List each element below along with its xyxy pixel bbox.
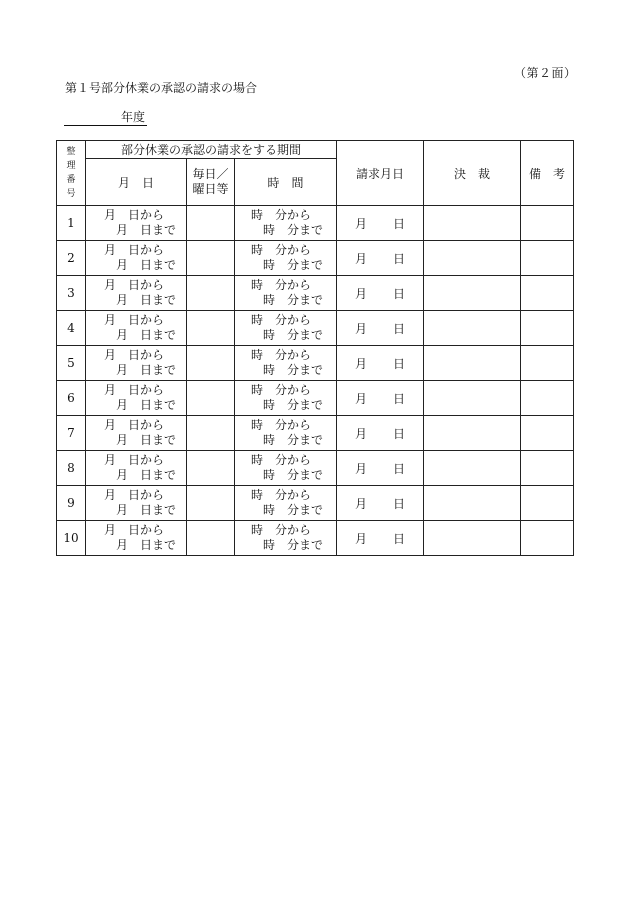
date-to-text: 月 日まで: [116, 468, 177, 482]
request-day-text: 日: [393, 321, 406, 336]
time-range-cell[interactable]: [235, 346, 337, 381]
request-date-cell[interactable]: [337, 276, 424, 311]
time-to-text: 時 分まで: [263, 328, 324, 342]
header-time: 時 間: [235, 159, 337, 206]
date-range-cell[interactable]: [86, 276, 187, 311]
header-daily-line1: 毎日／: [192, 167, 229, 181]
date-to-text: 月 日まで: [116, 363, 177, 377]
date-from-text: 月 日から: [104, 383, 165, 397]
request-date-cell[interactable]: [337, 346, 424, 381]
time-to-text: 時 分まで: [263, 468, 324, 482]
time-from-text: 時 分から: [251, 313, 312, 327]
request-month-text: 月: [355, 426, 368, 441]
date-from-text: 月 日から: [104, 453, 165, 467]
row-number: 6: [57, 381, 86, 416]
daily-weekday-cell[interactable]: [187, 451, 235, 486]
date-from-text: 月 日から: [104, 523, 165, 537]
date-range-cell[interactable]: [86, 416, 187, 451]
row-number: 1: [57, 206, 86, 241]
decision-cell[interactable]: [424, 521, 521, 556]
request-day-text: 日: [393, 391, 406, 406]
remarks-cell[interactable]: [521, 311, 574, 346]
date-range-cell[interactable]: [86, 206, 187, 241]
daily-weekday-cell[interactable]: [187, 311, 235, 346]
request-day-text: 日: [393, 251, 406, 266]
request-day-text: 日: [393, 496, 406, 511]
request-date-cell[interactable]: [337, 451, 424, 486]
time-from-text: 時 分から: [251, 453, 312, 467]
date-range-cell[interactable]: [86, 486, 187, 521]
daily-weekday-cell[interactable]: [187, 521, 235, 556]
daily-weekday-cell[interactable]: [187, 486, 235, 521]
header-number-char: 整: [66, 147, 76, 157]
date-from-text: 月 日から: [104, 313, 165, 327]
table-row: [57, 241, 574, 276]
date-from-text: 月 日から: [104, 488, 165, 502]
request-day-text: 日: [393, 461, 406, 476]
table-row: [57, 381, 574, 416]
request-day-text: 日: [393, 216, 406, 231]
date-to-text: 月 日まで: [116, 328, 177, 342]
request-day-text: 日: [393, 531, 406, 546]
request-month-text: 月: [355, 461, 368, 476]
request-month-text: 月: [355, 251, 368, 266]
remarks-cell[interactable]: [521, 241, 574, 276]
time-from-text: 時 分から: [251, 278, 312, 292]
table-row: [57, 486, 574, 521]
request-day-text: 日: [393, 286, 406, 301]
request-month-text: 月: [355, 321, 368, 336]
time-to-text: 時 分まで: [263, 538, 324, 552]
date-to-text: 月 日まで: [116, 258, 177, 272]
request-date-cell[interactable]: [337, 486, 424, 521]
time-from-text: 時 分から: [251, 243, 312, 257]
request-month-text: 月: [355, 496, 368, 511]
time-range-cell[interactable]: [235, 381, 337, 416]
request-day-text: 日: [393, 356, 406, 371]
time-range-cell[interactable]: [235, 311, 337, 346]
partial-leave-request-table: [56, 140, 574, 556]
remarks-cell[interactable]: [521, 451, 574, 486]
page-number-label: （第２面）: [514, 66, 577, 80]
date-to-text: 月 日まで: [116, 398, 177, 412]
table-row: [57, 521, 574, 556]
date-from-text: 月 日から: [104, 348, 165, 362]
request-date-cell[interactable]: [337, 311, 424, 346]
remarks-cell[interactable]: [521, 486, 574, 521]
request-month-text: 月: [355, 286, 368, 301]
table-row: [57, 451, 574, 486]
daily-weekday-cell[interactable]: [187, 241, 235, 276]
header-decision: 決 裁: [424, 141, 521, 206]
time-to-text: 時 分まで: [263, 223, 324, 237]
header-reference-number: [57, 141, 86, 206]
decision-cell[interactable]: [424, 276, 521, 311]
date-to-text: 月 日まで: [116, 293, 177, 307]
time-from-text: 時 分から: [251, 488, 312, 502]
date-to-text: 月 日まで: [116, 503, 177, 517]
decision-cell[interactable]: [424, 346, 521, 381]
table-row: [57, 311, 574, 346]
daily-weekday-cell[interactable]: [187, 206, 235, 241]
date-range-cell[interactable]: [86, 346, 187, 381]
request-date-cell[interactable]: [337, 241, 424, 276]
row-number: 2: [57, 241, 86, 276]
remarks-cell[interactable]: [521, 346, 574, 381]
row-number: 4: [57, 311, 86, 346]
decision-cell[interactable]: [424, 451, 521, 486]
date-range-cell[interactable]: [86, 521, 187, 556]
time-range-cell[interactable]: [235, 206, 337, 241]
date-range-cell[interactable]: [86, 381, 187, 416]
table-row: [57, 206, 574, 241]
header-daily-line2: 曜日等: [192, 182, 229, 196]
time-to-text: 時 分まで: [263, 503, 324, 517]
header-remarks: 備 考: [521, 141, 574, 206]
date-to-text: 月 日まで: [116, 538, 177, 552]
daily-weekday-cell[interactable]: [187, 276, 235, 311]
date-range-cell[interactable]: [86, 241, 187, 276]
decision-cell[interactable]: [424, 416, 521, 451]
table-row: [57, 346, 574, 381]
time-range-cell[interactable]: [235, 486, 337, 521]
header-request-date: 請求月日: [337, 141, 424, 206]
request-month-text: 月: [355, 531, 368, 546]
remarks-cell[interactable]: [521, 206, 574, 241]
request-date-cell[interactable]: [337, 206, 424, 241]
row-number: 10: [57, 521, 86, 556]
header-period-group: 部分休業の承認の請求をする期間: [86, 141, 337, 159]
header-number-char: 理: [66, 161, 76, 171]
header-number-char: 号: [66, 189, 76, 199]
daily-weekday-cell[interactable]: [187, 381, 235, 416]
date-range-cell[interactable]: [86, 451, 187, 486]
time-from-text: 時 分から: [251, 383, 312, 397]
request-month-text: 月: [355, 391, 368, 406]
date-to-text: 月 日まで: [116, 433, 177, 447]
row-number: 8: [57, 451, 86, 486]
table-body: [57, 206, 574, 556]
time-to-text: 時 分まで: [263, 398, 324, 412]
remarks-cell[interactable]: [521, 416, 574, 451]
time-range-cell[interactable]: [235, 416, 337, 451]
fiscal-year-field: 年度: [64, 110, 147, 126]
decision-cell[interactable]: [424, 311, 521, 346]
date-from-text: 月 日から: [104, 418, 165, 432]
table-row: [57, 416, 574, 451]
row-number: 9: [57, 486, 86, 521]
time-range-cell[interactable]: [235, 276, 337, 311]
document-title: 第１号部分休業の承認の請求の場合: [65, 81, 258, 95]
request-date-cell[interactable]: [337, 521, 424, 556]
decision-cell[interactable]: [424, 381, 521, 416]
time-range-cell[interactable]: [235, 521, 337, 556]
header-number-char: 番: [66, 175, 76, 185]
daily-weekday-cell[interactable]: [187, 346, 235, 381]
row-number: 7: [57, 416, 86, 451]
date-from-text: 月 日から: [104, 278, 165, 292]
time-range-cell[interactable]: [235, 451, 337, 486]
time-from-text: 時 分から: [251, 348, 312, 362]
date-range-cell[interactable]: [86, 311, 187, 346]
time-range-cell[interactable]: [235, 241, 337, 276]
time-to-text: 時 分まで: [263, 258, 324, 272]
request-month-text: 月: [355, 216, 368, 231]
date-from-text: 月 日から: [104, 243, 165, 257]
time-from-text: 時 分から: [251, 418, 312, 432]
time-from-text: 時 分から: [251, 208, 312, 222]
row-number: 5: [57, 346, 86, 381]
remarks-cell[interactable]: [521, 276, 574, 311]
remarks-cell[interactable]: [521, 521, 574, 556]
daily-weekday-cell[interactable]: [187, 416, 235, 451]
time-to-text: 時 分まで: [263, 433, 324, 447]
request-month-text: 月: [355, 356, 368, 371]
request-date-cell[interactable]: [337, 416, 424, 451]
date-from-text: 月 日から: [104, 208, 165, 222]
time-to-text: 時 分まで: [263, 293, 324, 307]
time-from-text: 時 分から: [251, 523, 312, 537]
time-to-text: 時 分まで: [263, 363, 324, 377]
decision-cell[interactable]: [424, 486, 521, 521]
decision-cell[interactable]: [424, 241, 521, 276]
header-month-day: 月 日: [86, 159, 187, 206]
decision-cell[interactable]: [424, 206, 521, 241]
table-row: [57, 276, 574, 311]
request-day-text: 日: [393, 426, 406, 441]
remarks-cell[interactable]: [521, 381, 574, 416]
request-date-cell[interactable]: [337, 381, 424, 416]
row-number: 3: [57, 276, 86, 311]
date-to-text: 月 日まで: [116, 223, 177, 237]
header-daily-weekday: [187, 159, 235, 206]
